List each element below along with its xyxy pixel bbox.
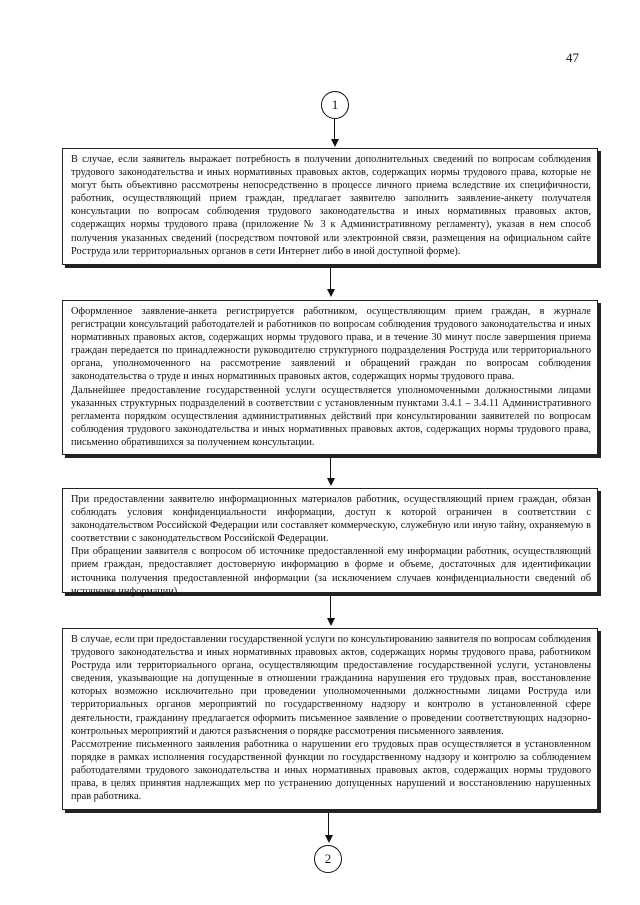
paragraph: При обращении заявителя с вопросом об источнике предоставленной ему информации работник, осуществляющий прием граждан, предоставляет достоверную информацию в форме и объеме, достаточных для идентификации источника получения предоставленной информации (за исключением случаев конфиденциальности сведений об источнике информации). xyxy=(71,546,591,597)
paragraph: Рассмотрение письменного заявления работника о нарушении его трудовых прав осуществляется в установленном порядке в рамках исполнения государственной функции по государственному надзору и контролю за соблюдением работодателями трудового законодательства и иных нормативных правовых актов, содержащих нормы трудового права, в целях принятия надлежащих мер по устранению допущенных нарушений и восстановлению нарушенных прав работника. xyxy=(71,738,591,803)
paragraph: Дальнейшее предоставление государственной услуги осуществляется уполномоченными должностными лицами указанных структурных подразделений в соответствии с установленным пунктами 3.4.1 – 3.4.11 Административного регламента порядком осуществления административных действий при консультировании заявителей по вопросам соблюдения трудового законодательства и иных нормативных правовых актов, содержащих нормы трудового права, письменно обратившихся за получением консультации. xyxy=(71,384,591,448)
paragraph: В случае, если заявитель выражает потребность в получении дополнительных сведений по вопросам соблюдения трудового законодательства и иных нормативных правовых актов, содержащих нормы трудового права, которые не могут быть объективно рассмотрены непосредственно в процессе личного приема вследствие их специфичности, работник, осуществляющий прием граждан, предлагает заявителю заполнить заявление-анкету получателя консультации по вопросам соблюдения трудового законодательства и иных нормативных правовых актов, содержащих нормы трудового права (приложение № 3 к Административному регламенту), указав в нем способ получения указанных сведений (посредством почтовой или электронной связи, размещения на официальном сайте Роструда или территориальных органов в сети Интернет либо в иной доступной форме). xyxy=(71,154,591,257)
paragraph: Оформленное заявление-анкета регистрируется работником, осуществляющим прием граждан, в журнале регистрации консультаций работодателей и работников по вопросам соблюдения трудового законодательства и иных нормативных правовых актов, содержащих нормы трудового права, и в течение 30 минут после завершения приема граждан передается по принадлежности руководителю структурного подразделения Роструда или территориального органа, уполномоченного на рассмотрение заявлений и обращений граждан по вопросам соблюдения законодательства о труде и иных нормативных правовых актов, содержащих нормы трудового права. xyxy=(71,306,591,383)
text-block-3 xyxy=(62,488,598,597)
paragraph: При предоставлении заявителю информационных материалов работник, осуществляющий прием граждан, обязан соблюдать условия конфиденциальности информации, доступ к которой ограничен в соответствии с законодательством Российской Федерации или составляет коммерческую, служебную или иную тайну, охраняемую в соответствии с законодательством Российской Федерации. xyxy=(71,494,591,545)
connector-start xyxy=(321,91,349,119)
paragraph: В случае, если при предоставлении государственной услуги по консультированию заявителя по вопросам соблюдения трудового законодательства и иных нормативных правовых актов, содержащих нормы трудового права, работником Роструда или территориального органа, осуществляющим предоставление государственной услуги, установлены сведения, указывающие на допущенные в отношении гражданина нарушения его трудовых прав, восстановление которых возможно исключительно при проведении уполномоченными должностными лицами Роструда или территориальных органов мероприятий по государственному надзору и контролю в установленной сфере деятельности, гражданину предлагается оформить письменное заявление о проведении соответствующих надзорно-контрольных мероприятий и даются разъяснения о порядке рассмотрения письменного заявления. xyxy=(71,634,591,737)
text-block-1 xyxy=(62,148,598,265)
connector-end xyxy=(314,845,342,873)
text-block-4 xyxy=(62,628,598,810)
page-number: 47 xyxy=(566,50,579,65)
connector-start-label: 1 xyxy=(331,97,339,112)
connector-end-label: 2 xyxy=(324,851,332,866)
text-block-2 xyxy=(62,300,598,455)
